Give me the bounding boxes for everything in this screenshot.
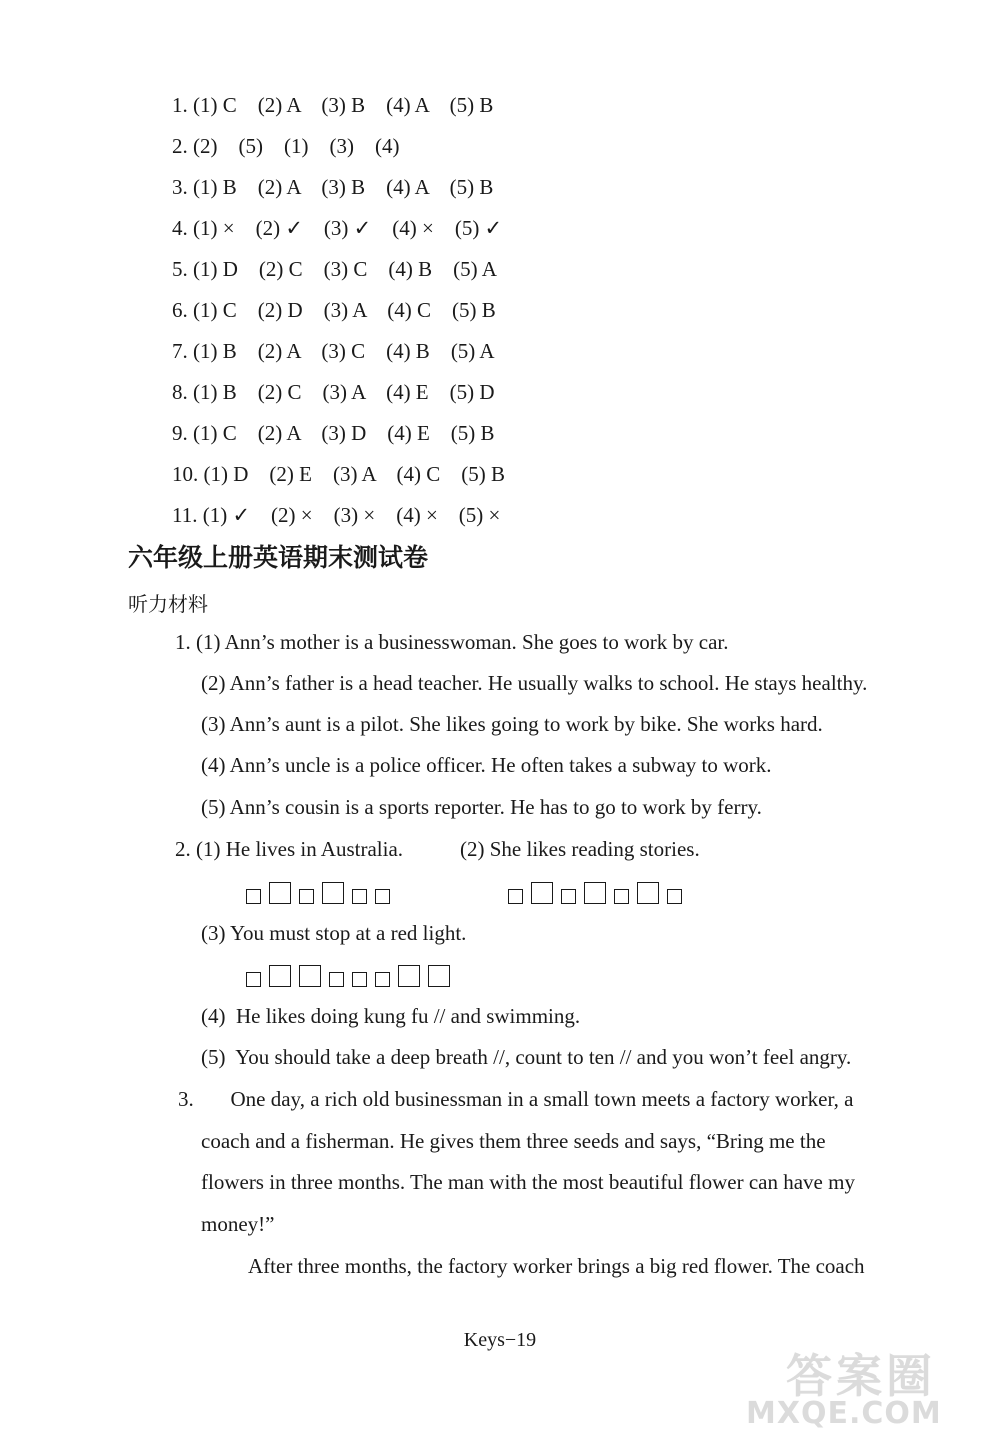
q2-line-5: (5) You should take a deep breath //, count to ten // and you won’t feel angry. (201, 1045, 852, 1069)
box-small (375, 972, 390, 987)
q3-para1-line1: 3. One day, a rich old businessman in a small town meets a factory worker, a (178, 1087, 854, 1111)
box-small (508, 889, 523, 904)
answer-line: 1. (1) C (2) A (3) B (4) A (5) B (172, 93, 494, 117)
box-small (246, 889, 261, 904)
box-big (269, 882, 291, 904)
box-big (584, 882, 606, 904)
answer-line: 8. (1) B (2) C (3) A (4) E (5) D (172, 380, 495, 404)
box-big (269, 965, 291, 987)
box-small (667, 889, 682, 904)
answer-line: 5. (1) D (2) C (3) C (4) B (5) A (172, 257, 497, 281)
answer-line: 3. (1) B (2) A (3) B (4) A (5) B (172, 175, 494, 199)
q1-line-5: (5) Ann’s cousin is a sports reporter. He has to go to work by ferry. (201, 795, 762, 819)
q2-line-1b: (2) She likes reading stories. (460, 837, 700, 861)
watermark-top: 答案圈 (786, 1349, 936, 1403)
q1-line-3: (3) Ann’s aunt is a pilot. She likes going to work by bike. She works hard. (201, 712, 823, 736)
q1-line-4: (4) Ann’s uncle is a police officer. He often takes a subway to work. (201, 753, 772, 777)
stress-boxes-3 (246, 961, 450, 987)
watermark-logo (746, 1340, 986, 1435)
box-small (352, 972, 367, 987)
box-big (322, 882, 344, 904)
answer-line: 6. (1) C (2) D (3) A (4) C (5) B (172, 298, 496, 322)
q3-para1-line2: coach and a fisherman. He gives them three seeds and says, “Bring me the (201, 1129, 826, 1153)
box-small (614, 889, 629, 904)
section-title: 六年级上册英语期末测试卷 (128, 543, 429, 572)
box-small (561, 889, 576, 904)
stress-boxes-1 (246, 878, 390, 904)
stress-boxes-2 (508, 878, 682, 904)
q3-para2-line1: After three months, the factory worker brings a big red flower. The coach (248, 1254, 865, 1278)
box-small (375, 889, 390, 904)
page-number: Keys−19 (463, 1329, 537, 1351)
q1-line-1: 1. (1) Ann’s mother is a businesswoman. She goes to work by car. (175, 630, 729, 654)
box-big (398, 965, 420, 987)
box-small (299, 889, 314, 904)
box-small (246, 972, 261, 987)
q2-line-1a: 2. (1) He lives in Australia. (175, 837, 404, 861)
answer-line: 2. (2) (5) (1) (3) (4) (172, 134, 400, 158)
box-big (637, 882, 659, 904)
box-small (352, 889, 367, 904)
box-big (299, 965, 321, 987)
q3-para1-line3: flowers in three months. The man with the most beautiful flower can have my (201, 1170, 855, 1194)
answer-line: 11. (1) ✓ (2) × (3) × (4) × (5) × (172, 503, 501, 527)
q1-line-2: (2) Ann’s father is a head teacher. He usually walks to school. He stays healthy. (201, 671, 868, 695)
answer-line: 9. (1) C (2) A (3) D (4) E (5) B (172, 421, 495, 445)
answer-line: 10. (1) D (2) E (3) A (4) C (5) B (172, 462, 506, 486)
q3-para1-line4: money!” (201, 1212, 275, 1236)
box-big (531, 882, 553, 904)
answer-line: 7. (1) B (2) A (3) C (4) B (5) A (172, 339, 495, 363)
box-big (428, 965, 450, 987)
watermark-bottom: MXQE.COM (746, 1396, 942, 1431)
answer-line: 4. (1) × (2) ✓ (3) ✓ (4) × (5) ✓ (172, 216, 503, 240)
q2-line-4: (4) He likes doing kung fu // and swimming. (201, 1004, 581, 1028)
box-small (329, 972, 344, 987)
q2-line-3: (3) You must stop at a red light. (201, 921, 467, 945)
subsection-title: 听力材料 (128, 592, 208, 616)
